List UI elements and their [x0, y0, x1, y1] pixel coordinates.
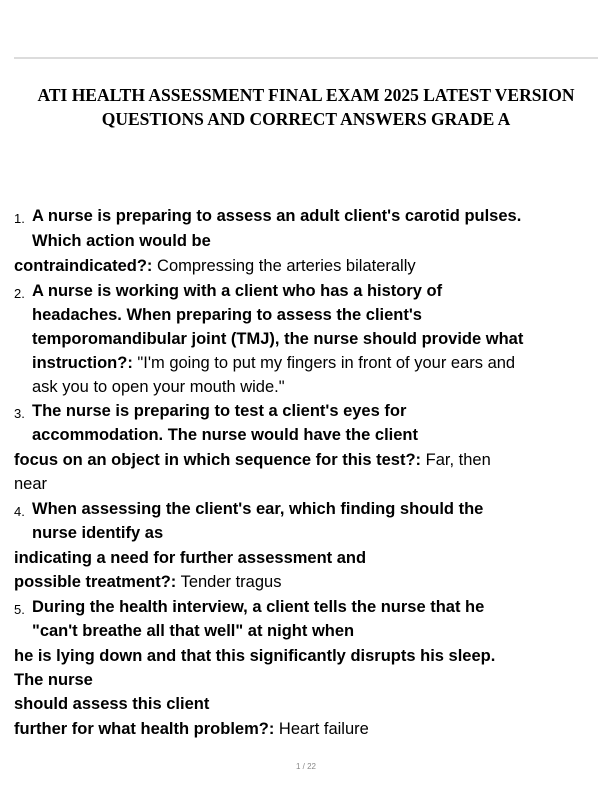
question-text: temporomandibular joint (TMJ), the nurse should provide what — [32, 330, 524, 348]
question-number: 2. — [14, 286, 25, 301]
question-text: "can't breathe all that well" at night when — [32, 622, 355, 640]
answer-text: Heart failure — [274, 720, 369, 738]
question-text: further for what health problem?: — [14, 720, 275, 738]
question-text: A nurse is working with a client who has a history of — [32, 282, 443, 300]
question-text: he is lying down and that this significantly disrupts his sleep. — [14, 647, 496, 665]
question-text: The nurse is preparing to test a client's eyes for — [32, 402, 407, 420]
answer-text: "I'm going to put my fingers in front of your ears and — [132, 354, 516, 372]
page-number: 1 / 22 — [295, 762, 316, 771]
question-text: accommodation. The nurse would have the client — [32, 426, 418, 444]
question-text: instruction?: — [32, 354, 133, 372]
question-text: focus on an object in which sequence for this test?: — [14, 451, 422, 469]
question-text: headaches. When preparing to assess the client's — [32, 306, 422, 324]
question-text: During the health interview, a client tells the nurse that he — [32, 598, 485, 616]
question-text: contraindicated?: — [14, 257, 153, 275]
question-text: The nurse — [14, 671, 93, 689]
title-line-2: QUESTIONS AND CORRECT ANSWERS GRADE A — [101, 109, 511, 129]
question-text: Which action would be — [32, 232, 211, 250]
answer-text: near — [14, 475, 48, 493]
question-number: 4. — [14, 504, 25, 519]
question-number: 1. — [14, 211, 25, 226]
question-text: possible treatment?: — [14, 573, 177, 591]
question-text: nurse identify as — [32, 524, 164, 542]
answer-text: Tender tragus — [176, 573, 282, 591]
title-line-1: ATI HEALTH ASSESSMENT FINAL EXAM 2025 LATEST VERSION — [37, 85, 575, 105]
question-text: indicating a need for further assessment and — [14, 549, 367, 567]
question-number: 3. — [14, 406, 25, 421]
question-text: should assess this client — [14, 695, 210, 713]
document-title — [14, 83, 598, 131]
question-number: 5. — [14, 602, 25, 617]
answer-text: Far, then — [421, 451, 491, 469]
question-text: When assessing the client's ear, which finding should the — [32, 500, 484, 518]
header-rule — [14, 57, 598, 59]
question-text: A nurse is preparing to assess an adult client's carotid pulses. — [32, 207, 522, 225]
answer-text: ask you to open your mouth wide." — [32, 378, 285, 396]
answer-text: Compressing the arteries bilaterally — [152, 257, 416, 275]
